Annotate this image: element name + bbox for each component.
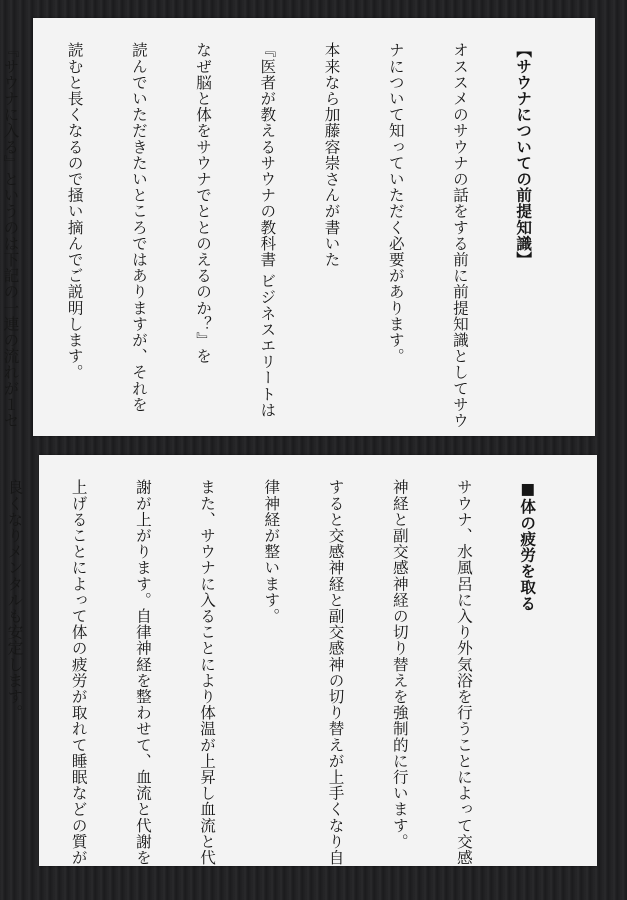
text-line: 神経と副交感神経の切り替えを強制的に行います。 <box>390 479 409 850</box>
heading-sauna-premise: 【サウナについての前提知識】 <box>514 42 534 268</box>
text-line: 律神経が整います。 <box>262 479 281 624</box>
text-line: 良くなりメンタルも安定します。 <box>5 479 24 721</box>
text-line: 読んでいただきたいところではありますが、それを <box>129 42 148 413</box>
text-line: ナについて知っていただく必要があります。 <box>386 42 405 364</box>
text-line: 『医者が教えるサウナの教科書 ビジネスエリートは <box>258 42 277 418</box>
text-line: なぜ脳と体をサウナでととのえるのか？』を <box>194 42 213 364</box>
top-text-panel <box>1 18 595 436</box>
text-line: 上げることによって体の疲労が取れて睡眠などの質が <box>69 479 88 866</box>
text-line: サウナ、水風呂に入り外気浴を行うことによって交感 <box>454 479 473 866</box>
text-line: また、サウナに入ることにより体温が上昇し血流と代 <box>198 479 217 866</box>
text-line: オススメのサウナの話をする前に前提知識としてサウ <box>450 42 469 429</box>
text-line: すると交感神経と副交感神の切り替えが上手くなり自 <box>326 479 345 866</box>
bottom-panel-text <box>0 479 581 866</box>
text-line: 本来なら加藤容崇さんが書いた <box>322 42 341 268</box>
text-line: 謝が上がります。自律神経を整わせて、血流と代謝を <box>133 479 152 866</box>
text-line: 『サウナに入る』というのは下記の一連の流れが１セ <box>1 42 20 429</box>
heading-body-fatigue: ■体の疲労を取る <box>518 479 538 612</box>
top-panel-text <box>0 42 577 429</box>
bottom-text-panel <box>5 455 597 866</box>
text-line: 読むと長くなるので掻い摘んでご説明します。 <box>65 42 84 381</box>
